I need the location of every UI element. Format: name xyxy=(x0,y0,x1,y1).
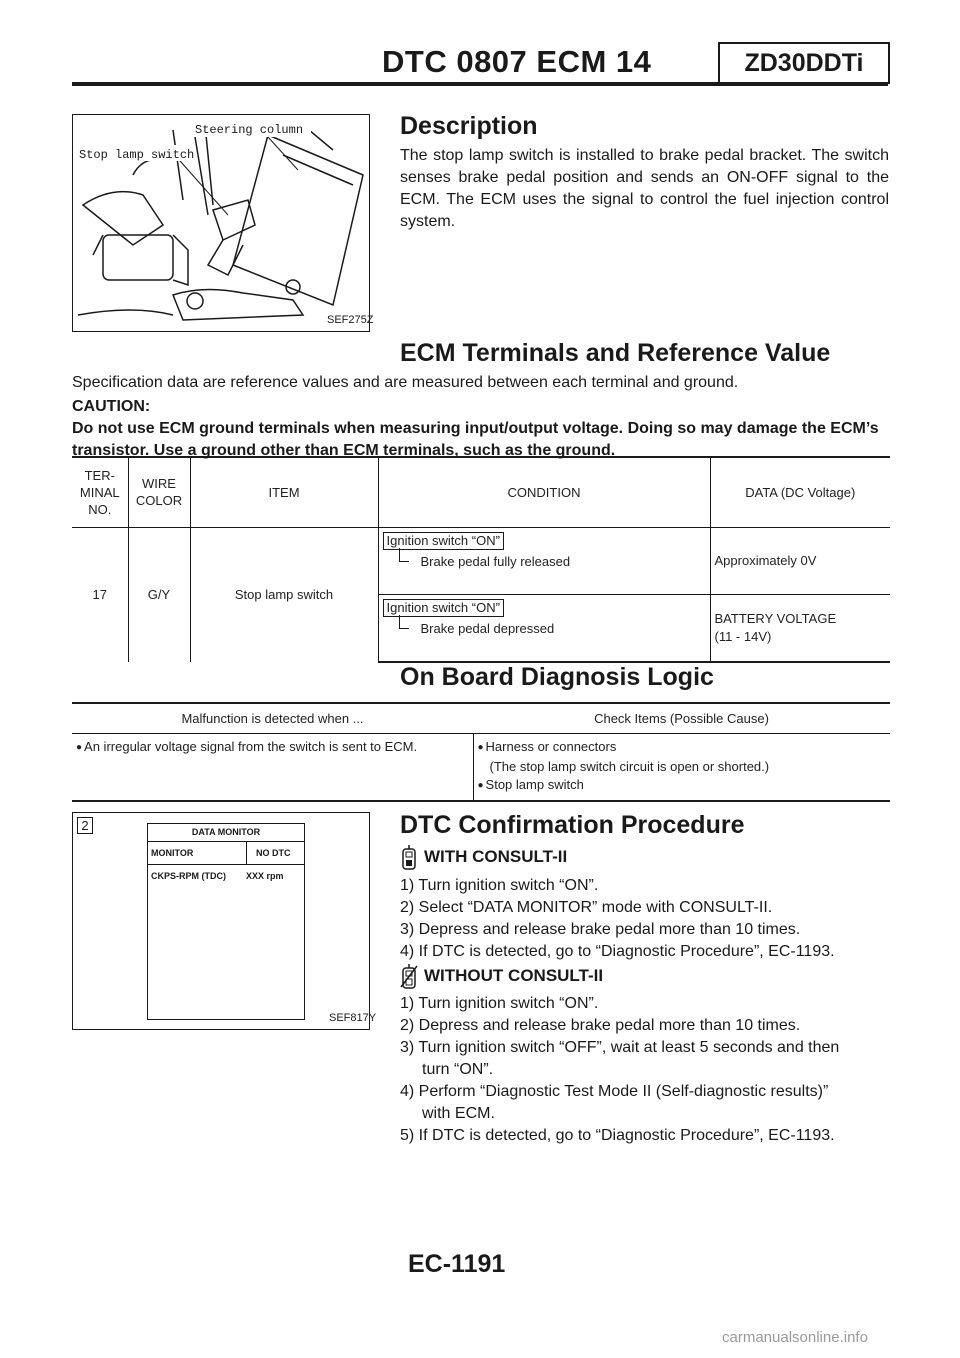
data-value: Approximately 0V xyxy=(710,527,890,594)
monitor-label: MONITOR xyxy=(151,848,194,858)
no-consult-tester-icon xyxy=(398,962,420,990)
condition-sub: Brake pedal depressed xyxy=(399,621,706,636)
data-monitor-figure xyxy=(72,812,377,1030)
divider xyxy=(148,864,304,865)
spec-intro: Specification data are reference values and are measured between each terminal and ground. xyxy=(72,374,739,391)
engine-code-badge: ZD30DDTi xyxy=(718,42,890,84)
divider xyxy=(148,841,304,842)
watermark: carmanualsonline.info xyxy=(722,1329,868,1346)
condition-cell xyxy=(378,594,710,662)
procedure-step: 3) Depress and release brake pedal more than 10 times. xyxy=(400,921,801,938)
check-items-cell xyxy=(473,734,890,802)
item-name: Stop lamp switch xyxy=(190,527,378,662)
with-consult-heading xyxy=(398,843,567,871)
steering-column-callout: Steering column xyxy=(195,123,304,137)
col-wire-color: WIRE COLOR xyxy=(128,457,190,527)
col-check-items: Check Items (Possible Cause) xyxy=(594,711,769,726)
dtc-confirmation-heading: DTC Confirmation Procedure xyxy=(400,811,745,839)
condition-sub: Brake pedal fully released xyxy=(399,554,706,569)
condition-main: Ignition switch “ON” xyxy=(383,532,504,550)
with-consult-steps xyxy=(400,875,835,963)
condition-cell xyxy=(378,527,710,594)
page-number: EC-1191 xyxy=(408,1250,506,1278)
check-item: ● Harness or connectors xyxy=(478,739,617,754)
stop-lamp-switch-figure xyxy=(72,114,374,332)
obd-logic-table xyxy=(72,702,890,802)
page-marker: 2 xyxy=(77,817,93,834)
detected-cell xyxy=(72,734,473,802)
procedure-step: 4) Perform “Diagnostic Test Mode II (Self-diagnostic results)” xyxy=(400,1083,829,1100)
table-row xyxy=(72,527,890,594)
procedure-step: 3) Turn ignition switch “OFF”, wait at least 5 seconds and then xyxy=(400,1039,840,1056)
monitor-item-value: XXX rpm xyxy=(246,871,284,881)
data-monitor-title: DATA MONITOR xyxy=(191,827,261,837)
description-text: The stop lamp switch is installed to brake pedal bracket. The switch senses brake pedal position and sends an ON-OFF signal to the ECM. The ECM uses the signal to control the fuel injection control system. xyxy=(400,147,889,230)
monitor-value: NO DTC xyxy=(256,848,291,858)
with-consult-label: WITH CONSULT-II xyxy=(424,847,568,866)
consult-tester-icon xyxy=(398,843,420,871)
page-title: DTC 0807 ECM 14 xyxy=(382,44,652,79)
data-monitor-screen xyxy=(147,823,305,1020)
procedure-step: 2) Depress and release brake pedal more than 10 times. xyxy=(400,1017,801,1034)
condition-main: Ignition switch “ON” xyxy=(383,599,504,617)
procedure-step: 2) Select “DATA MONITOR” mode with CONSULT-II. xyxy=(400,899,773,916)
obd-logic-heading: On Board Diagnosis Logic xyxy=(400,663,714,691)
divider xyxy=(246,842,247,864)
col-item: ITEM xyxy=(190,457,378,527)
caution-text: Do not use ECM ground terminals when measuring input/output voltage. Doing so may damage the ECM’s transistor. Use a ground other than ECM terminals, such as the ground. xyxy=(72,420,879,459)
check-item: ● Stop lamp switch xyxy=(478,777,584,792)
procedure-step: 4) If DTC is detected, go to “Diagnostic Procedure”, EC-1193. xyxy=(400,943,835,960)
without-consult-heading xyxy=(398,962,603,990)
stop-lamp-switch-illustration xyxy=(73,115,369,331)
procedure-step-continued: turn “ON”. xyxy=(422,1061,494,1078)
procedure-step: 5) If DTC is detected, go to “Diagnostic Procedure”, EC-1193. xyxy=(400,1127,835,1144)
header-rule xyxy=(72,82,888,86)
description-heading: Description xyxy=(400,112,538,140)
col-data: DATA (DC Voltage) xyxy=(710,457,890,527)
col-terminal: TER- MINAL NO. xyxy=(79,467,120,517)
stop-lamp-switch-callout: Stop lamp switch xyxy=(79,148,195,162)
ecm-terminals-table xyxy=(72,456,890,663)
caution-label: CAUTION: xyxy=(72,398,151,415)
check-item-note: (The stop lamp switch circuit is open or shorted.) xyxy=(489,759,770,774)
wire-color: G/Y xyxy=(128,527,190,662)
ecm-terminals-heading: ECM Terminals and Reference Value xyxy=(400,339,831,367)
table-row xyxy=(72,734,890,802)
without-consult-steps xyxy=(400,993,889,1147)
data-value: BATTERY VOLTAGE (11 - 14V) xyxy=(710,594,890,662)
col-condition: CONDITION xyxy=(378,457,710,527)
procedure-step: 1) Turn ignition switch “ON”. xyxy=(400,995,599,1012)
figure-code: SEF275Z xyxy=(327,314,374,326)
detected-condition: ● An irregular voltage signal from the switch is sent to ECM. xyxy=(76,739,417,754)
terminal-number: 17 xyxy=(92,587,107,602)
col-detected: Malfunction is detected when ... xyxy=(181,711,364,726)
figure-code: SEF817Y xyxy=(329,1012,377,1024)
monitor-item: CKPS-RPM (TDC) xyxy=(151,871,226,881)
procedure-step: 1) Turn ignition switch “ON”. xyxy=(400,877,599,894)
without-consult-label: WITHOUT CONSULT-II xyxy=(424,966,604,985)
procedure-step-continued: with ECM. xyxy=(422,1105,495,1122)
